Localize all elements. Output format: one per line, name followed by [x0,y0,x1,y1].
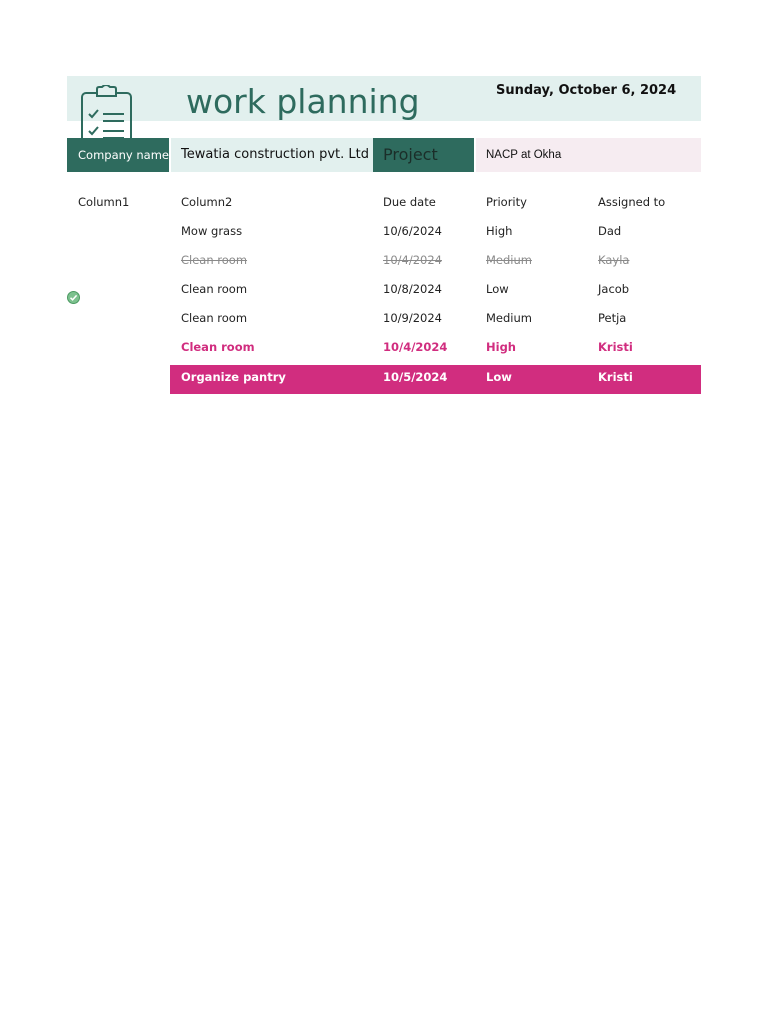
cell-assigned-to[interactable]: Petja [598,311,627,325]
cell-due-date[interactable]: 10/9/2024 [383,311,442,325]
column-header[interactable]: Column2 [181,195,233,209]
cell-due-date[interactable]: 10/4/2024 [383,340,448,354]
cell-task[interactable]: Clean room [181,253,248,267]
cell-priority[interactable]: Low [486,370,512,384]
column-header[interactable]: Column1 [78,195,130,209]
cell-assigned-to[interactable]: Kayla [598,253,630,267]
cell-priority[interactable]: High [486,224,513,238]
cell-task[interactable]: Clean room [181,282,248,296]
cell-assigned-to[interactable]: Kristi [598,370,633,384]
current-date: Sunday, October 6, 2024 [496,83,677,98]
check-icon[interactable] [67,291,80,304]
cell-assigned-to[interactable]: Kristi [598,340,633,354]
cell-priority[interactable]: Low [486,282,509,296]
page-title: work planning [186,82,420,121]
cell-task[interactable]: Clean room [181,311,248,325]
cell-priority[interactable]: Medium [486,311,532,325]
cell-task[interactable]: Clean room [181,340,255,354]
cell-due-date[interactable]: 10/6/2024 [383,224,442,238]
cell-assigned-to[interactable]: Jacob [598,282,630,296]
column-header[interactable]: Priority [486,195,527,209]
company-label: Company name [78,148,169,162]
cell-priority[interactable]: High [486,340,516,354]
cell-task[interactable]: Organize pantry [181,370,286,384]
cell-due-date[interactable]: 10/4/2024 [383,253,442,267]
cell-task[interactable]: Mow grass [181,224,243,238]
cell-due-date[interactable]: 10/5/2024 [383,370,448,384]
cell-due-date[interactable]: 10/8/2024 [383,282,442,296]
cell-priority[interactable]: Medium [486,253,532,267]
company-name-value: Tewatia construction pvt. Ltd [181,147,370,162]
cell-assigned-to[interactable]: Dad [598,224,622,238]
column-header[interactable]: Assigned to [598,195,666,209]
column-header[interactable]: Due date [383,195,436,209]
project-label: Project [383,145,438,164]
project-name-value: NACP at Okha [486,149,562,161]
